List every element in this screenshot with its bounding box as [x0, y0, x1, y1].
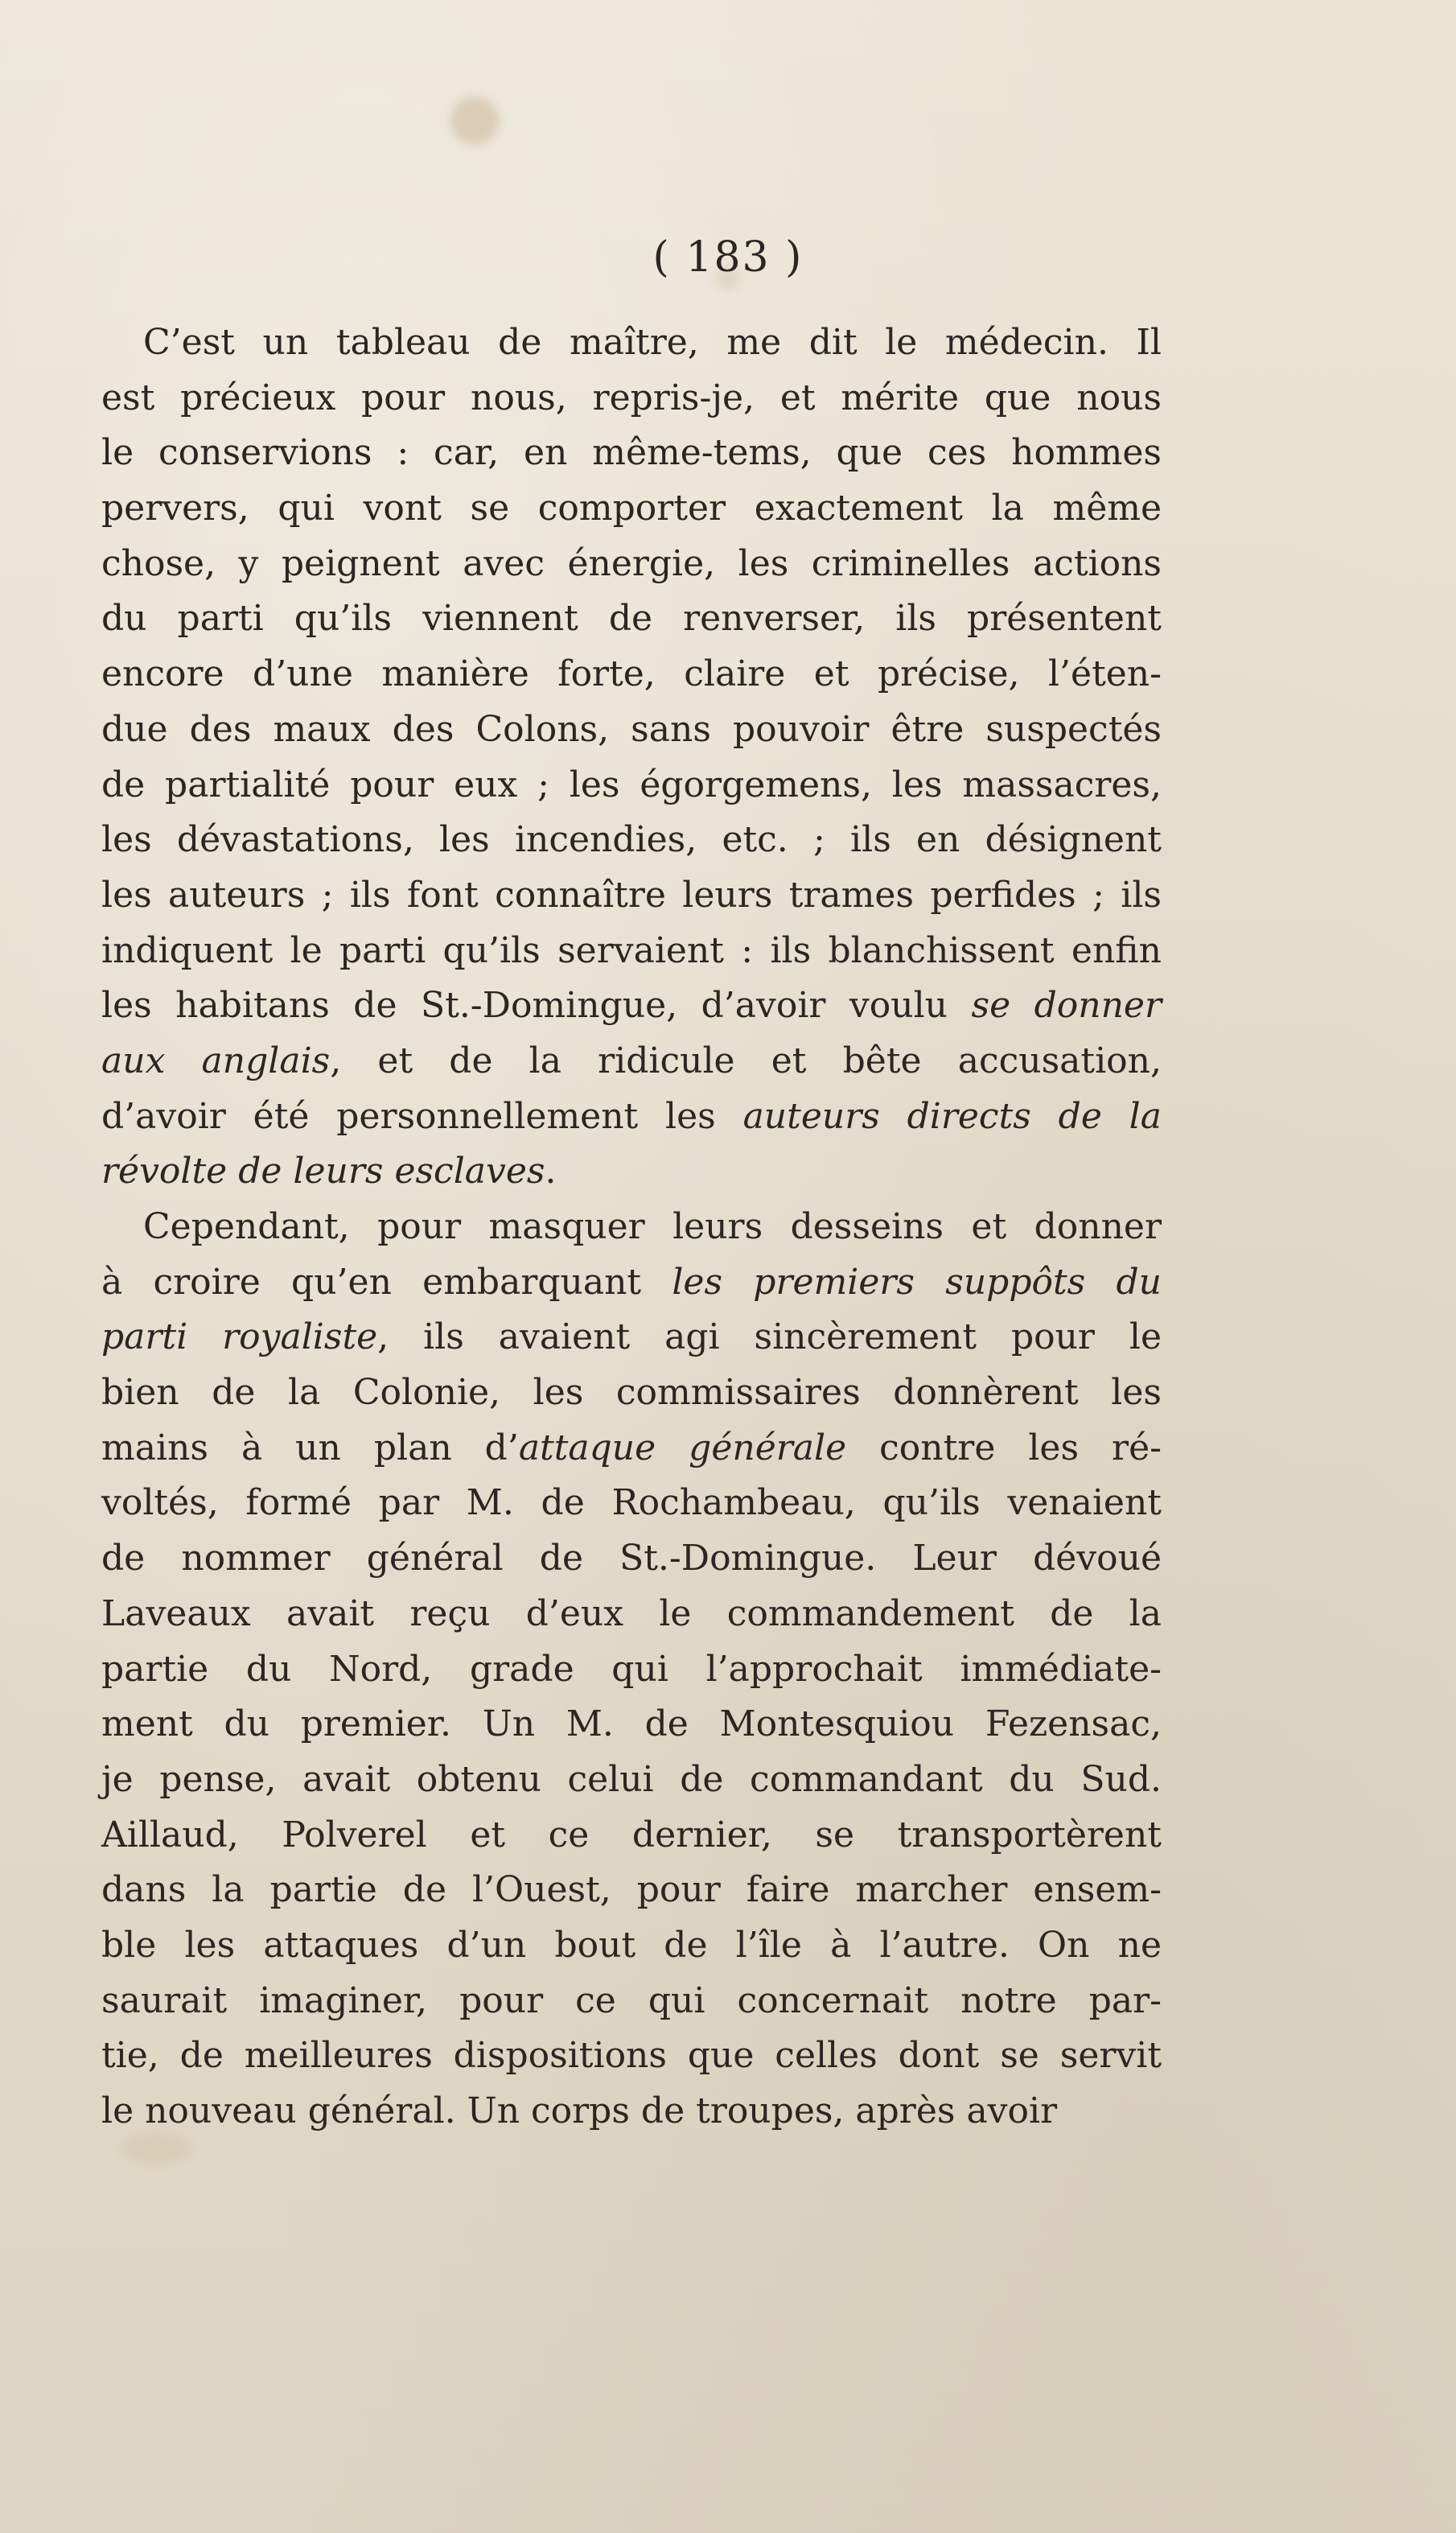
text-line: [101, 1089, 1162, 1145]
text-segment: encore d’une manière forte, claire et précise, l’éten-: [101, 653, 1162, 695]
italic-text: auteurs directs de la: [742, 1095, 1162, 1137]
text-segment: indiquent le parti qu’ils servaient : ils blanchissent enfin: [101, 929, 1162, 971]
paragraph: [101, 315, 1162, 1200]
text-segment: le nouveau général. Un corps de troupes, après avoir: [101, 2090, 1058, 2131]
text-line: [101, 1421, 1162, 1477]
text-segment: Laveaux avait reçu d’eux le commandement de la: [101, 1592, 1162, 1634]
text-line: [101, 371, 1162, 426]
text-line: [101, 1476, 1162, 1531]
text-segment: de nommer général de St.-Domingue. Leur dévoué: [101, 1538, 1162, 1580]
italic-text: attaque générale: [518, 1427, 847, 1468]
text-segment: contre les ré-: [846, 1427, 1162, 1468]
text-line: [101, 924, 1162, 979]
italic-text: aux anglais: [101, 1040, 331, 1081]
text-segment: voltés, formé par M. de Rochambeau, qu’ils venaient: [101, 1482, 1162, 1524]
text-line: [101, 868, 1162, 924]
text-line: [101, 1365, 1162, 1421]
text-segment: de partialité pour eux ; les égorgemens, les massacres,: [101, 764, 1162, 805]
text-line: [101, 1697, 1162, 1753]
text-line: [101, 1200, 1162, 1255]
text-line: [101, 315, 1162, 371]
text-segment: je pense, avait obtenu celui de commandant du Sud.: [101, 1758, 1162, 1800]
text-segment: les auteurs ; ils font connaître leurs trames perfides ; ils: [101, 874, 1162, 916]
text-segment: C’est un tableau de maître, me dit le médecin. Il: [143, 322, 1162, 363]
text-line: [101, 1642, 1162, 1698]
italic-text: parti royaliste: [101, 1316, 378, 1358]
text-line: [101, 1310, 1162, 1365]
text-line: [101, 1753, 1162, 1808]
text-line: [101, 647, 1162, 702]
text-line: [101, 813, 1162, 868]
text-segment: dans la partie de l’Ouest, pour faire marcher ensem-: [101, 1869, 1162, 1911]
text-segment: d’avoir été personnellement les: [101, 1095, 743, 1137]
text-segment: mains à un plan d’: [101, 1427, 519, 1468]
text-line: [101, 1531, 1162, 1587]
page-number: ( 183 ): [652, 233, 804, 282]
text-segment: ment du premier. Un M. de Montesquiou Fezensac,: [101, 1703, 1162, 1745]
text-segment: Aillaud, Polverel et ce dernier, se transportèrent: [101, 1814, 1162, 1855]
text-line: [101, 758, 1162, 813]
text-segment: chose, y peignent avec énergie, les criminelles actions: [101, 542, 1162, 584]
text-segment: partie du Nord, grade qui l’approchait immédiate-: [101, 1648, 1162, 1690]
text-line: [101, 481, 1162, 537]
text-line: [101, 1974, 1162, 2029]
text-line: [101, 2084, 1162, 2140]
text-line: [101, 591, 1162, 647]
italic-text: les premiers suppôts du: [672, 1261, 1162, 1303]
text-segment: ble les attaques d’un bout de l’île à l’autre. On ne: [101, 1924, 1162, 1966]
text-segment: bien de la Colonie, les commissaires donnèrent les: [101, 1372, 1162, 1414]
text-line: [101, 1863, 1162, 1918]
text-segment: .: [545, 1151, 557, 1192]
text-segment: le conservions : car, en même-tems, que ces hommes: [101, 432, 1162, 474]
text-line: [101, 1587, 1162, 1642]
text-line: [101, 1808, 1162, 1864]
paragraph: [101, 1200, 1162, 2140]
text-line: [101, 1255, 1162, 1311]
text-line: [101, 426, 1162, 481]
text-segment: les dévastations, les incendies, etc. ; ils en désignent: [101, 819, 1162, 861]
text-segment: tie, de meilleures dispositions que celles dont se servit: [101, 2035, 1162, 2077]
text-line: [101, 1918, 1162, 1974]
text-line: [101, 537, 1162, 592]
italic-text: se donner: [971, 985, 1162, 1027]
text-segment: pervers, qui vont se comporter exactement la même: [101, 488, 1162, 529]
text-segment: Cependant, pour masquer leurs desseins et donner: [143, 1206, 1162, 1247]
text-segment: est précieux pour nous, repris-je, et mérite que nous: [101, 377, 1162, 418]
text-segment: à croire qu’en embarquant: [101, 1261, 672, 1303]
text-line: [101, 1034, 1162, 1089]
text-segment: , et de la ridicule et bête accusation,: [330, 1040, 1162, 1081]
text-line: [101, 702, 1162, 758]
text-line: [101, 978, 1162, 1034]
text-segment: due des maux des Colons, sans pouvoir être suspectés: [101, 708, 1162, 750]
italic-text: révolte de leurs esclaves: [101, 1151, 545, 1192]
paper-stain: [450, 97, 499, 145]
text-line: [101, 1144, 1162, 1200]
body-text: [101, 315, 1162, 2140]
text-segment: saurait imaginer, pour ce qui concernait notre par-: [101, 1979, 1162, 2021]
text-segment: , ils avaient agi sincèrement pour le: [377, 1316, 1162, 1358]
text-segment: les habitans de St.-Domingue, d’avoir voulu: [101, 985, 972, 1027]
text-segment: du parti qu’ils viennent de renverser, ils présentent: [101, 598, 1162, 640]
text-line: [101, 2028, 1162, 2084]
